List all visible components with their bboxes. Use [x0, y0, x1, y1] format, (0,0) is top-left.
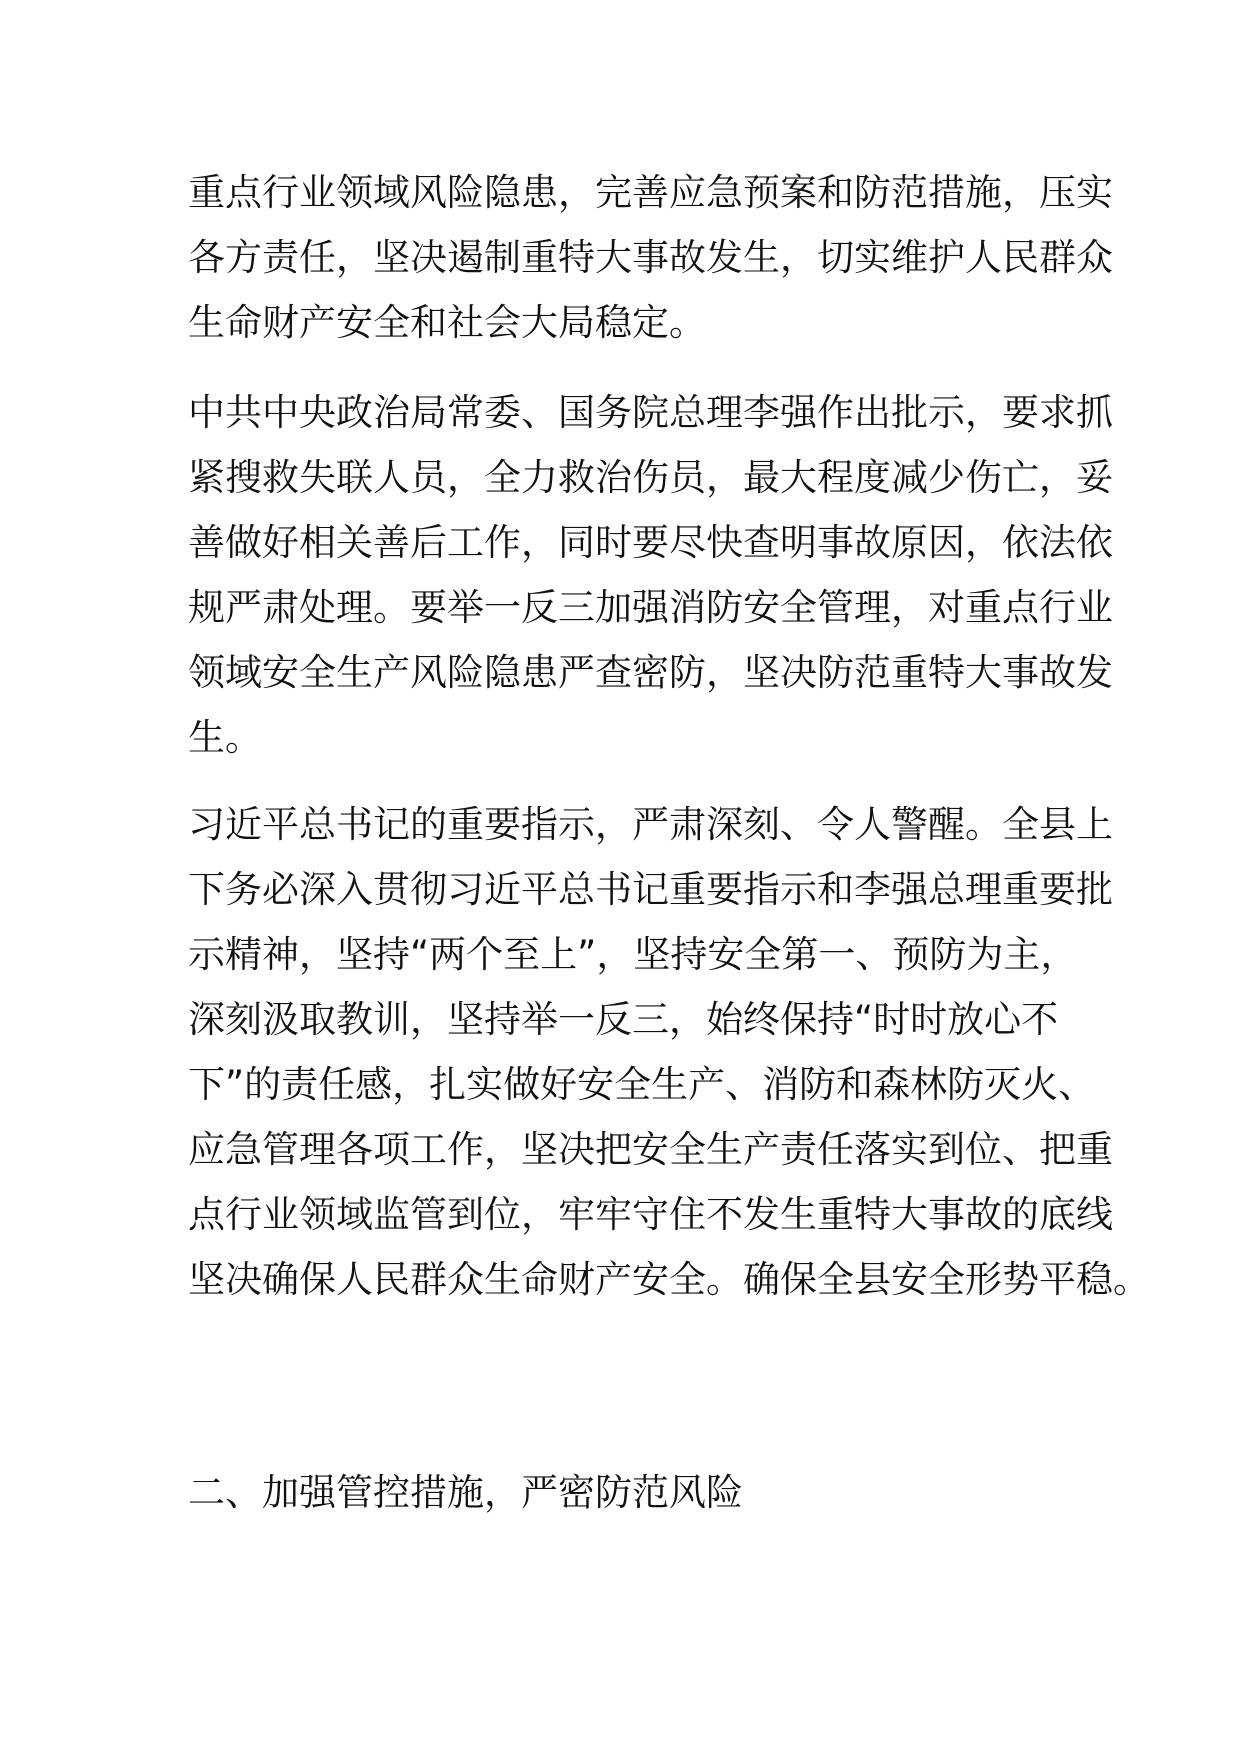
paragraph-line: 紧搜救失联人员，全力救治伤员，最大程度减少伤亡，妥 — [188, 456, 1113, 499]
paragraph-line: 应急管理各项工作，坚决把安全生产责任落实到位、把重 — [188, 1128, 1113, 1171]
paragraph-1 — [188, 160, 1113, 355]
section-heading — [188, 1460, 1068, 1525]
paragraph-line: 下”的责任感，扎实做好安全生产、消防和森林防灭火、 — [188, 1063, 1096, 1106]
paragraph-2 — [188, 380, 1113, 770]
paragraph-line: 重点行业领域风险隐患，完善应急预案和防范措施，压实 — [188, 171, 1113, 214]
section-heading-text: 二、加强管控措施，严密防范风险 — [188, 1471, 743, 1514]
paragraph-line: 善做好相关善后工作，同时要尽快查明事故原因，依法依 — [188, 521, 1113, 564]
paragraph-line: 生。 — [188, 716, 262, 759]
paragraph-line: 中共中央政治局常委、国务院总理李强作出批示，要求抓 — [188, 391, 1113, 434]
paragraph-line: 生命财产安全和社会大局稳定。 — [188, 301, 706, 344]
paragraph-line: 示精神，坚持“两个至上”，坚持安全第一、预防为主， — [188, 933, 1078, 976]
paragraph-3 — [188, 792, 1150, 1312]
paragraph-line: 深刻汲取教训，坚持举一反三，始终保持“时时放心不 — [188, 998, 1059, 1041]
paragraph-line: 坚决确保人民群众生命财产安全。确保全县安全形势平稳。 — [188, 1258, 1150, 1301]
paragraph-line: 各方责任，坚决遏制重特大事故发生，切实维护人民群众 — [188, 236, 1113, 279]
paragraph-line: 点行业领域监管到位，牢牢守住不发生重特大事故的底线 — [188, 1193, 1113, 1236]
paragraph-line: 领域安全生产风险隐患严查密防，坚决防范重特大事故发 — [188, 651, 1113, 694]
paragraph-line: 规严肃处理。要举一反三加强消防安全管理，对重点行业 — [188, 586, 1113, 629]
paragraph-line: 下务必深入贯彻习近平总书记重要指示和李强总理重要批 — [188, 868, 1113, 911]
paragraph-line: 习近平总书记的重要指示，严肃深刻、令人警醒。全县上 — [188, 803, 1113, 846]
